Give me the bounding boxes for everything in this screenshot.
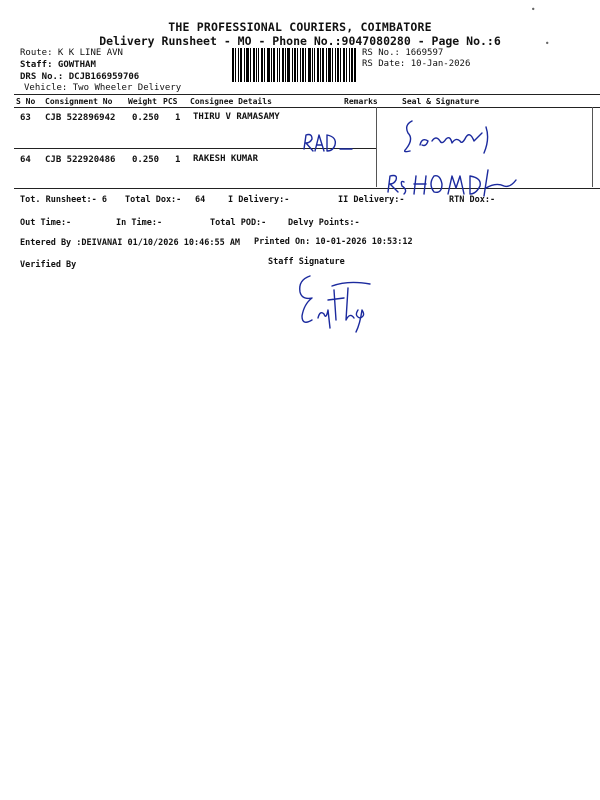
- row-consignment: CJB 522896942: [45, 113, 116, 123]
- rs-date: RS Date: 10-Jan-2026: [362, 59, 471, 69]
- col-header-seal: Seal & Signature: [402, 97, 480, 106]
- staff-text: Staff: GOWTHAM: [20, 60, 96, 70]
- col-header-consignee: Consignee Details: [190, 97, 272, 106]
- col-header-sno: S No: [16, 97, 36, 106]
- drs-barcode: [232, 48, 356, 82]
- row-weight: 0.250: [132, 155, 160, 165]
- total-dox-label: Total Dox:-: [125, 195, 182, 205]
- row-weight: 0.250: [132, 113, 160, 123]
- in-time-label: In Time:-: [116, 218, 163, 228]
- entered-by: Entered By :DEIVANAI 01/10/2026 10:46:55 AM: [20, 238, 241, 248]
- row-sno: 63: [20, 113, 31, 123]
- handwritten-remark-row2: [380, 162, 520, 198]
- table-header-rule: [14, 107, 600, 108]
- row-consignee: THIRU V RAMASAMY: [193, 112, 280, 122]
- total-dox-value: 64: [195, 195, 206, 205]
- scan-speck: ●: [546, 40, 549, 45]
- row-pcs: 1: [175, 113, 181, 123]
- remarks-column-divider: [376, 107, 377, 187]
- col-header-weight: Weight: [128, 97, 157, 106]
- verified-by-label: Verified By: [20, 260, 77, 270]
- scan-speck: ●: [532, 6, 535, 11]
- row-sno: 64: [20, 155, 31, 165]
- delvy-points-label: Delvy Points:-: [288, 218, 360, 228]
- route-text: Route: K K LINE AVN: [20, 48, 123, 58]
- rs-number: RS No.: 1669597: [362, 48, 444, 58]
- rtn-dox-label: RTN Dox:-: [449, 195, 496, 205]
- drs-number: DRS No.: DCJB166959706: [20, 72, 140, 82]
- col-header-consignment: Consignment No: [45, 97, 113, 106]
- table-right-edge: [592, 107, 593, 187]
- vehicle-text: Vehicle: Two Wheeler Delivery: [24, 83, 182, 93]
- handwritten-remark-row1: [300, 125, 360, 155]
- i-delivery-label: I Delivery:-: [228, 195, 290, 205]
- col-header-remarks: Remarks: [344, 97, 378, 106]
- staff-handwritten-signature: [288, 270, 378, 335]
- company-title: THE PROFESSIONAL COURIERS, COIMBATORE: [168, 20, 432, 34]
- table-top-rule: [14, 94, 600, 95]
- out-time-label: Out Time:-: [20, 218, 72, 228]
- col-header-pcs: PCS: [163, 97, 178, 106]
- row-pcs: 1: [175, 155, 181, 165]
- runsheet-subtitle: Delivery Runsheet - MO - Phone No.:9047080280 - Page No.:6: [99, 34, 501, 48]
- printed-on: Printed On: 10-01-2026 10:53:12: [254, 237, 413, 247]
- handwritten-signature-row1: [400, 115, 500, 160]
- row-consignment: CJB 522920486: [45, 155, 116, 165]
- total-pod-label: Total POD:-: [210, 218, 267, 228]
- ii-delivery-label: II Delivery:-: [338, 195, 405, 205]
- row-consignee: RAKESH KUMAR: [193, 154, 259, 164]
- staff-signature-label: Staff Signature: [268, 257, 345, 267]
- total-runsheet: Tot. Runsheet:- 6: [20, 195, 107, 205]
